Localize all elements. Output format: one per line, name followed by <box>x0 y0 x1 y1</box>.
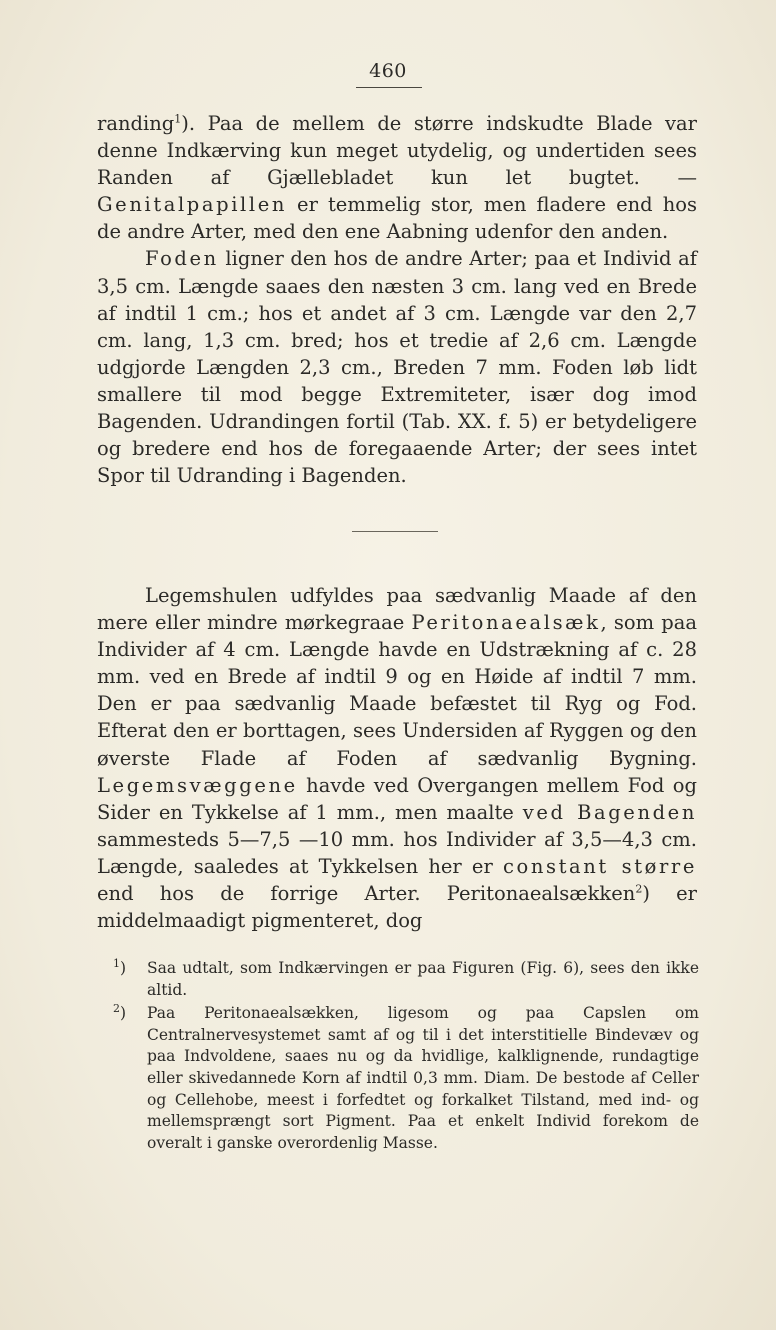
footnote-text: Saa udtalt, som Indkærvingen er paa Figuren (Fig. 6), sees den ikke altid. <box>147 959 699 999</box>
footnote-number: 2 <box>113 1002 120 1016</box>
emphasis-peritonaealsaek: Peritonaealsæk <box>411 611 601 635</box>
text-run: havde ved Overgangen mellem Fod og Sider en Tykkelse af 1 mm., men maalte <box>97 773 697 824</box>
emphasis-legemsvaeggene: Legemsvæggene <box>97 773 298 797</box>
page-number-rule <box>356 87 422 88</box>
footnote-ref-2: 2 <box>635 882 643 896</box>
text-run: sammesteds 5—7,5 —10 mm. hos Individer af 3,5—4,3 cm. Længde, saaledes at Tykkelsen her er <box>97 827 697 878</box>
text-run: ligner den hos de andre Arter; paa et Individ af 3,5 cm. Længde saaes den næsten 3 cm. lang ved en Brede af indtil 1 cm.; hos et andet af 3 cm. Længde var den 2,7 cm. lang, 1,3 cm. bred; hos et tredie af 2,6 cm. Længde udgjorde Længden 2,3 cm., Breden 7 mm. Foden løb lidt smallere til mod begge Extremiteter, især dog imod Bagenden. Udrandingen fortil (Tab. XX. f. 5) er betydeligere og bredere end hos de foregaaende Arter; der sees intet Spor til Udranding i Bagenden. <box>97 247 697 488</box>
emphasis-constant-storre: constant større <box>502 854 697 878</box>
footnote-paren: ) <box>120 959 127 977</box>
section-2-text <box>97 582 697 934</box>
footnote-1 <box>113 958 699 1001</box>
text-run: , som paa Individer af 4 cm. Længde havde en Udstrækning af c. 28 mm. ved en Brede af indtil 9 og en Høide af indtil 7 mm. Den er paa sædvanlig Maade befæstet til Ryg og Fod. Efterat den er borttagen, sees Undersiden af Ryggen og den øverste Flade af Foden af sædvanlig Bygning. <box>97 611 697 770</box>
section-divider <box>352 531 438 532</box>
text-run: er temmelig stor, men fladere end hos de andre Arter, med den ene Aabning udenfor den anden. <box>97 193 697 244</box>
footnote-number: 1 <box>113 956 120 970</box>
page-number: 460 <box>369 60 407 82</box>
footnote-marker <box>113 1003 147 1154</box>
footnote-text: Paa Peritonaealsækken, ligesom og paa Capslen om Centralnervesystemet samt af og til i det interstitielle Bindevæv og paa Indvoldene, saaes nu og da hvidlige, kalklignende, rundagtige eller skivedannede Korn af indtil 0,3 mm. Diam. De bestode af Celler og Cellehobe, meest i forfedtet og forkalket Tilstand, med ind- og mellemsprængt sort Pigment. Paa et enkelt Individ forekom de overalt i ganske overordenlig Masse. <box>147 1004 699 1152</box>
footnote-marker <box>113 958 147 1001</box>
text-run: end hos de forrige Arter. Peritonaealsækken <box>97 882 636 906</box>
paragraph-3 <box>97 582 697 934</box>
text-run: Legemshulen udfyldes paa sædvanlig Maade af den mere eller mindre mørkegraae <box>97 584 697 635</box>
footnotes <box>113 958 699 1156</box>
footnote-2 <box>113 1003 699 1154</box>
text-run: ) er middelmaadigt pigmenteret, dog <box>97 882 697 933</box>
paragraph-1 <box>97 110 697 245</box>
footnote-paren: ) <box>120 1004 127 1023</box>
text-run: randing <box>97 112 175 135</box>
emphasis-foden: Foden <box>145 247 219 271</box>
emphasis-ved-bagenden: ved Bagenden <box>522 800 697 824</box>
section-1-text <box>97 110 697 489</box>
emphasis-genitalpapillen: Genitalpapillen <box>97 193 288 217</box>
footnote-ref-1: 1 <box>174 112 182 126</box>
text-run: ). Paa de mellem de større indskudte Blade var denne Indkærving kun meget utydelig, og undertiden sees Randen af Gjællebladet kun let bugtet. — <box>97 112 697 190</box>
paragraph-2 <box>97 245 697 489</box>
